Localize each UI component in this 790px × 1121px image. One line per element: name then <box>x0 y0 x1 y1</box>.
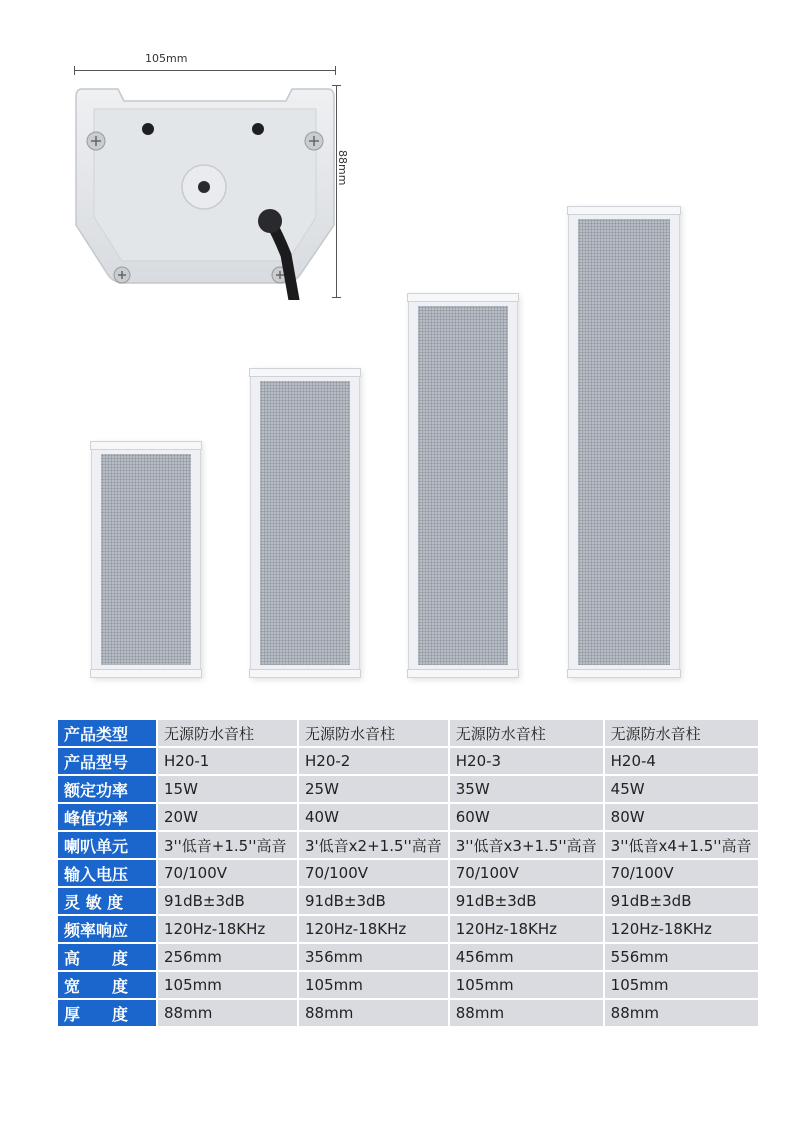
spec-row <box>58 860 758 886</box>
spec-cell: 70/100V <box>158 860 297 886</box>
spec-cell: 3''低音+1.5''高音 <box>158 832 297 858</box>
spec-row-label: 频率响应 <box>58 916 156 942</box>
spec-row <box>58 944 758 970</box>
speaker-bottom-cap <box>407 669 519 678</box>
speaker-bottom-cap <box>249 669 361 678</box>
spec-cell: 45W <box>605 776 758 802</box>
spec-cell: H20-4 <box>605 748 758 774</box>
spec-cell: 91dB±3dB <box>450 888 603 914</box>
speaker-back-mount-image <box>74 85 336 300</box>
spec-row-label: 额定功率 <box>58 776 156 802</box>
height-dimension-line <box>336 85 337 297</box>
column-speaker-h20-2 <box>250 368 360 678</box>
spec-cell: 25W <box>299 776 448 802</box>
spec-cell: 3''低音x3+1.5''高音 <box>450 832 603 858</box>
spec-row <box>58 888 758 914</box>
spec-cell: H20-1 <box>158 748 297 774</box>
spec-cell: H20-2 <box>299 748 448 774</box>
width-dimension-line <box>74 70 336 71</box>
spec-cell: 120Hz-18KHz <box>605 916 758 942</box>
spec-cell: 91dB±3dB <box>605 888 758 914</box>
speaker-grille <box>101 454 191 665</box>
spec-cell: 无源防水音柱 <box>450 720 603 746</box>
spec-cell: 无源防水音柱 <box>158 720 297 746</box>
spec-row <box>58 972 758 998</box>
spec-row <box>58 1000 758 1026</box>
spec-cell: 70/100V <box>450 860 603 886</box>
spec-cell: 80W <box>605 804 758 830</box>
spec-cell: 88mm <box>605 1000 758 1026</box>
spec-table-body <box>58 720 758 1026</box>
spec-cell: 15W <box>158 776 297 802</box>
spec-cell: 105mm <box>299 972 448 998</box>
spec-cell: 40W <box>299 804 448 830</box>
height-label: 88mm <box>336 150 349 186</box>
spec-cell: 88mm <box>158 1000 297 1026</box>
spec-cell: 35W <box>450 776 603 802</box>
spec-cell: 120Hz-18KHz <box>299 916 448 942</box>
speaker-top-cap <box>407 293 519 302</box>
spec-row-label: 峰值功率 <box>58 804 156 830</box>
spec-cell: H20-3 <box>450 748 603 774</box>
spec-row-label: 输入电压 <box>58 860 156 886</box>
spec-cell: 60W <box>450 804 603 830</box>
spec-row-label: 喇叭单元 <box>58 832 156 858</box>
spec-row-label: 高 度 <box>58 944 156 970</box>
spec-cell: 无源防水音柱 <box>299 720 448 746</box>
spec-cell: 3''低音x4+1.5''高音 <box>605 832 758 858</box>
spec-row-label: 厚 度 <box>58 1000 156 1026</box>
spec-row <box>58 916 758 942</box>
spec-cell: 556mm <box>605 944 758 970</box>
spec-cell: 91dB±3dB <box>158 888 297 914</box>
spec-row <box>58 832 758 858</box>
spec-cell: 105mm <box>605 972 758 998</box>
spec-cell: 105mm <box>450 972 603 998</box>
spec-cell: 105mm <box>158 972 297 998</box>
spec-cell: 70/100V <box>299 860 448 886</box>
spec-cell: 120Hz-18KHz <box>158 916 297 942</box>
spec-row <box>58 720 758 746</box>
spec-row <box>58 776 758 802</box>
spec-row <box>58 804 758 830</box>
spec-row-label: 宽 度 <box>58 972 156 998</box>
speaker-grille <box>578 219 670 665</box>
spec-cell: 3'低音x2+1.5''高音 <box>299 832 448 858</box>
speaker-bottom-cap <box>90 669 202 678</box>
spec-cell: 88mm <box>299 1000 448 1026</box>
speaker-grille <box>418 306 508 665</box>
spec-cell: 256mm <box>158 944 297 970</box>
spec-cell: 456mm <box>450 944 603 970</box>
spec-row-label: 产品型号 <box>58 748 156 774</box>
spec-cell: 91dB±3dB <box>299 888 448 914</box>
speaker-bottom-cap <box>567 669 681 678</box>
width-label: 105mm <box>145 52 188 65</box>
spec-cell: 120Hz-18KHz <box>450 916 603 942</box>
speaker-top-cap <box>567 206 681 215</box>
spec-table <box>56 718 760 1028</box>
spec-row-label: 灵 敏 度 <box>58 888 156 914</box>
width-tick-right <box>335 66 336 75</box>
spec-cell: 70/100V <box>605 860 758 886</box>
width-tick-left <box>74 66 75 75</box>
spec-cell: 20W <box>158 804 297 830</box>
column-speaker-h20-1 <box>91 441 201 678</box>
speaker-grille <box>260 381 350 665</box>
spec-cell: 356mm <box>299 944 448 970</box>
speaker-top-cap <box>90 441 202 450</box>
spec-cell: 无源防水音柱 <box>605 720 758 746</box>
speaker-top-cap <box>249 368 361 377</box>
spec-row <box>58 748 758 774</box>
column-speaker-h20-4 <box>568 206 680 678</box>
spec-row-label: 产品类型 <box>58 720 156 746</box>
column-speaker-h20-3 <box>408 293 518 678</box>
spec-cell: 88mm <box>450 1000 603 1026</box>
